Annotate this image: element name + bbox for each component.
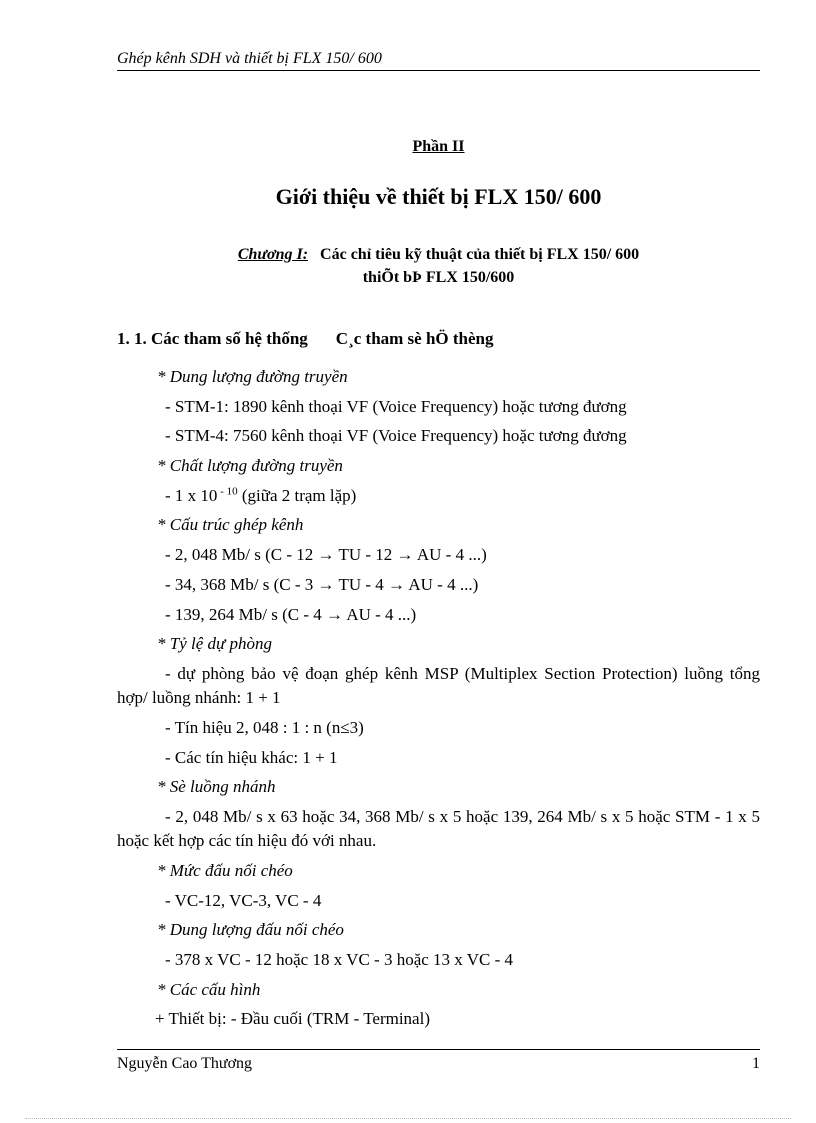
chapter-text: Các chỉ tiêu kỹ thuật của thiết bị FLX 150/ 600 — [320, 246, 640, 263]
chapter-garbled-text: thiÕt bÞ FLX 150/600 — [362, 269, 515, 286]
list-item — [117, 481, 760, 511]
list-item-text: - 1 x 10 — [165, 485, 218, 505]
list-item: - 378 x VC - 12 hoặc 18 x VC - 3 hoặc 13 x VC - 4 — [165, 950, 514, 969]
page-title: Giới thiệu về thiết bị FLX 150/ 600 — [275, 184, 602, 209]
list-item: - 34, 368 Mb/ s (C - 3 → TU - 4 → AU - 4 ...) — [165, 574, 479, 594]
bullet-heading: * Các cấu hình — [157, 979, 261, 999]
part-heading: Phần II — [412, 138, 465, 155]
bullet-heading: * Dung lượng đấu nối chéo — [157, 920, 344, 940]
page-bottom-border — [25, 1118, 791, 1119]
page-number: 1 — [752, 1055, 760, 1072]
section-garbled-text: C¸c tham sè hÖ thèng — [335, 329, 494, 348]
list-item: - Các tín hiệu khác: 1 + 1 — [165, 747, 338, 767]
running-header: Ghép kênh SDH và thiết bị FLX 150/ 600 — [117, 50, 382, 67]
list-item-text: (giữa 2 trạm lặp) — [237, 485, 357, 505]
bullet-heading: * Cấu trúc ghép kênh — [157, 515, 304, 535]
chapter-heading — [117, 246, 760, 264]
list-item: - VC-12, VC-3, VC - 4 — [165, 890, 322, 910]
section-text: 1. 1. Các tham số hệ thống — [117, 329, 308, 348]
header-rule — [117, 70, 760, 71]
paragraph: - 2, 048 Mb/ s x 63 hoặc 34, 368 Mb/ s x 5 hoặc 139, 264 Mb/ s x 5 hoặc STM - 1 x 5 hoặc kết hợp các tín hiệu đó với nhau. — [117, 806, 760, 850]
paragraph: - dự phòng bảo vệ đoạn ghép kênh MSP (Multiplex Section Protection) luồng tổng hợp/ luồng nhánh: 1 + 1 — [117, 663, 760, 707]
footer-author: Nguyễn Cao Thương — [117, 1055, 253, 1072]
list-item: - Tín hiệu 2, 048 : 1 : n (n≤3) — [165, 717, 364, 737]
bullet-heading: * Chất lượng đường truyền — [157, 456, 343, 476]
list-item: - 139, 264 Mb/ s (C - 4 → AU - 4 ...) — [165, 604, 417, 624]
footer-rule — [117, 1049, 760, 1050]
list-item: - 2, 048 Mb/ s (C - 12 → TU - 12 → AU - 4 ...) — [165, 545, 487, 565]
bullet-heading: * Sè luồng nhánh — [157, 777, 276, 797]
document-body — [117, 362, 760, 1034]
list-item: - STM-1: 1890 kênh thoại VF (Voice Frequency) hoặc tương đương — [165, 396, 627, 416]
bullet-heading: * Mức đấu nối chéo — [157, 860, 293, 880]
list-item: - STM-4: 7560 kênh thoại VF (Voice Frequency) hoặc tương đương — [165, 426, 627, 446]
section-heading — [117, 329, 494, 349]
bullet-heading: * Tỷ lệ dự phòng — [157, 634, 273, 654]
list-item: + Thiết bị: - Đầu cuối (TRM - Terminal) — [155, 1009, 430, 1029]
chapter-label: Chương I: — [237, 246, 309, 263]
exponent: - 10 — [217, 485, 238, 498]
bullet-heading: * Dung lượng đường truyền — [157, 367, 348, 386]
